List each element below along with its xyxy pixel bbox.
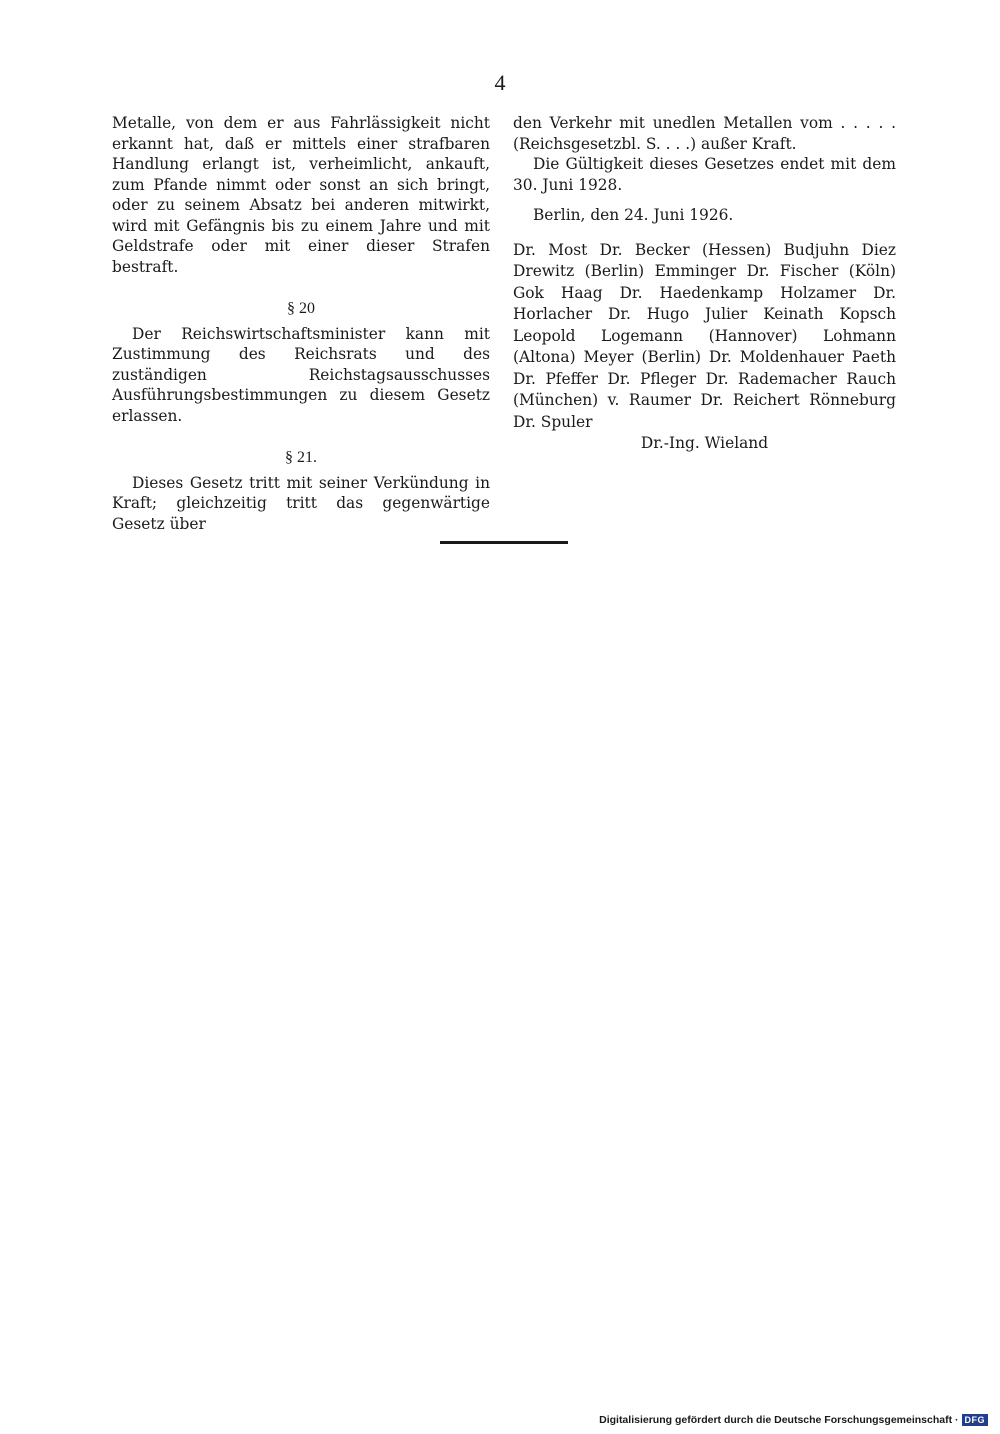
signatories-list: Dr. Most Dr. Becker (Hessen) Budjuhn Diez Drewitz (Berlin) Emminger Dr. Fischer (Köln) Gok Haag Dr. Haedenkamp Holzamer Dr. Horlacher Dr. Hugo Julier Keinath Kopsch Leopold Logemann (Hannover) Lohmann (Altona) Meyer (Berlin) Dr. Moldenhauer Paeth Dr. Pfeffer Dr. Pfleger Dr. Rademacher Rauch (München) v. Raumer Dr. Reichert Rönneburg Dr. Spuler (513, 240, 896, 431)
paragraph-penalty: Metalle, von dem er aus Fahrlässigkeit nicht erkannt hat, daß er mittels einer strafbaren Handlung erlangt ist, verheimlicht, ankauft, zum Pfande nimmt oder sonst an sich bringt, oder zu seinem Absatz bei anderen mitwirkt, wird mit Gefängnis bis zu einem Jahre und mit Geldstrafe oder mit einer dieser Strafen bestraft. (112, 114, 490, 276)
section-21-heading: § 21. (285, 449, 317, 466)
page-number: 4 (494, 70, 506, 95)
footer-text: Digitalisierung gefördert durch die Deutsche Forschungsgemeinschaft · (599, 1414, 959, 1426)
date-line: Berlin, den 24. Juni 1926. (533, 206, 734, 224)
left-column (112, 113, 490, 534)
section-20-heading: § 20 (287, 300, 315, 317)
continuation-text: den Verkehr mit unedlen Metallen vom . . . . . (Reichsgesetzbl. S. . . .) außer Kraft. (513, 114, 896, 153)
validity-text: Die Gültigkeit dieses Gesetzes endet mit dem 30. Juni 1928. (513, 155, 896, 194)
closing-divider (440, 541, 568, 544)
section-20-text: Der Reichswirtschaftsminister kann mit Zustimmung des Reichsrats und des zuständigen Reichstagsausschusses Ausführungsbestimmungen zu diesem Gesetz erlassen. (112, 324, 490, 425)
footer (599, 1414, 988, 1426)
signatory-last: Dr.-Ing. Wieland (640, 434, 769, 452)
section-21-text: Dieses Gesetz tritt mit seiner Verkündung in Kraft; gleichzeitig tritt das gegenwärtige Gesetz über (112, 473, 490, 533)
right-column (513, 113, 896, 454)
dfg-logo: DFG (962, 1414, 989, 1426)
